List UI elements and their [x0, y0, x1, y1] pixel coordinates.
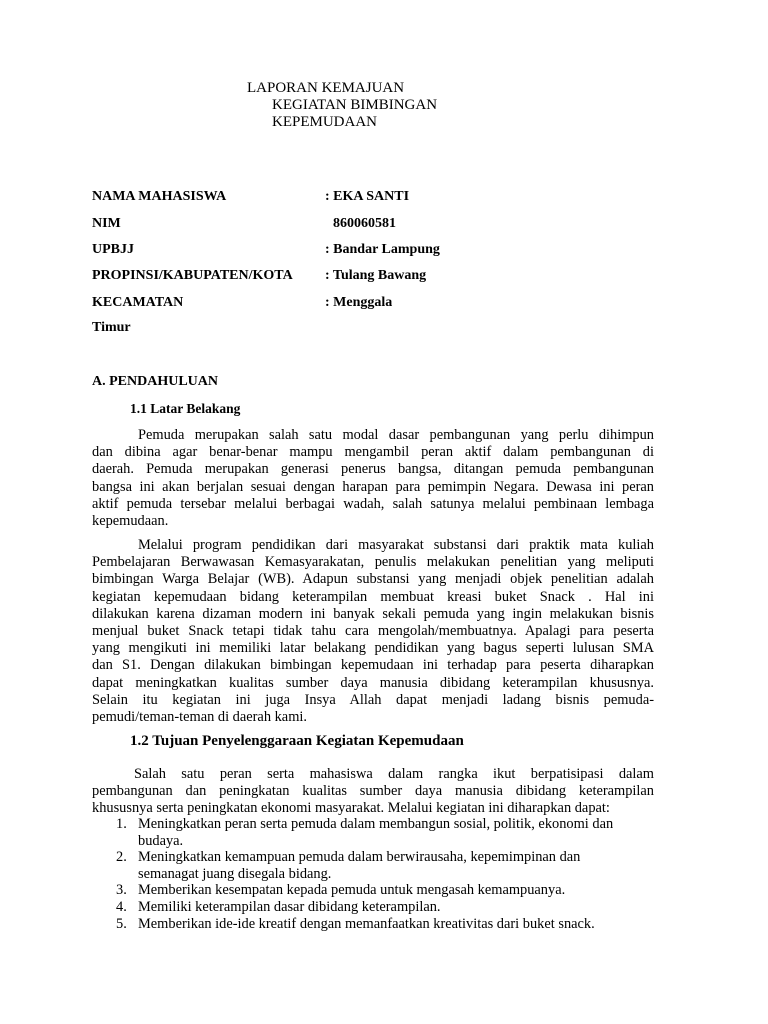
field-value-kecamatan: : Menggala [325, 295, 393, 310]
list-item-number: 1. [116, 816, 127, 832]
objectives-list [92, 816, 662, 932]
list-item-number: 4. [116, 898, 127, 915]
paragraph-line: pemudi/teman-teman di daerah kami. [92, 708, 307, 725]
field-value-upbjj: : Bandar Lampung [325, 242, 440, 257]
field-value-kecamatan-continued: Timur [92, 320, 131, 335]
paragraph-line: aktif pemuda tersebar melalui berbagai wadah, salah satunya melalui pembinaan lembaga [92, 495, 654, 512]
title-line-1: LAPORAN KEMAJUAN [247, 80, 405, 96]
paragraph-line: Melalui program pendidikan dari masyarakat substansi dari praktik mata kuliah [138, 537, 654, 553]
paragraph-line: yang mengikuti ini memiliki latar belakang pendidikan yang bagus seperti lulusan SMA [92, 640, 654, 657]
field-label-upbjj: UPBJJ [92, 242, 134, 257]
list-item-text: semanagat juang disegala bidang. [138, 865, 332, 882]
paragraph-line: daerah. Pemuda merupakan generasi penerus bangsa, ditangan pemuda pembangunan [92, 461, 654, 478]
paragraph-line: dilakukan karena dizaman modern ini banyak sekali pemuda yang ingin melakukan bisnis [92, 605, 654, 622]
list-item [92, 916, 662, 933]
paragraph-line: Pemuda merupakan salah satu modal dasar pembangunan yang perlu dihimpun [138, 427, 654, 443]
list-item-text: Memberikan kesempatan kepada pemuda untuk mengasah kemampuanya. [138, 882, 566, 899]
paragraph-line: menjual buket Snack tetapi tidak tahu cara mengolah/membuatnya. Apalagi para peserta [92, 622, 654, 639]
field-value-propinsi: : Tulang Bawang [325, 268, 427, 283]
list-item-text: Meningkatkan kemampuan pemuda dalam berwirausaha, kepemimpinan dan [138, 849, 581, 866]
paragraph-line: dan dibina agar benar-benar mampu mengambil peran aktif dalam pembangunan di [92, 444, 654, 461]
list-item-number: 3. [116, 882, 127, 899]
paragraph-line: dapat meningkatkan kualitas sumber daya manusia dibidang keterampilan khususnya. [92, 674, 654, 691]
list-item-number: 5. [116, 915, 127, 932]
paragraph-line: Salah satu peran serta mahasiswa dalam rangka ikut berpatisipasi dalam [134, 766, 654, 782]
field-label-nama: NAMA MAHASISWA [92, 189, 227, 204]
title-line-3: KEPEMUDAAN [272, 114, 377, 130]
list-item [92, 882, 662, 899]
paragraph-line: pembangunan dan peningkatan kualitas sumber daya manusia dibidang keterampilan [92, 783, 654, 800]
sub-heading-latar-belakang: 1.1 Latar Belakang [130, 401, 241, 416]
title-line-2: KEGIATAN BIMBINGAN [272, 97, 438, 113]
paragraph-line: bimbingan Warga Belajar (WB). Adapun substansi yang menjadi objek penelitian adalah [92, 571, 654, 588]
paragraph-latar-belakang-1 [92, 427, 654, 530]
list-item-text: Memberikan ide-ide kreatif dengan memanfaatkan kreativitas dari buket snack. [138, 915, 595, 932]
paragraph-line: Pembelajaran Berwawasan Kemasyarakatan, penulis melakukan penelitian yang meliputi [92, 554, 654, 571]
list-item [92, 899, 662, 916]
paragraph-latar-belakang-2 [92, 537, 654, 726]
list-item [92, 849, 662, 882]
paragraph-line: khususnya serta peningkatan ekonomi masyarakat. Melalui kegiatan ini diharapkan dapat: [92, 800, 610, 817]
section-heading-pendahuluan: A. PENDAHULUAN [92, 374, 218, 389]
list-item-text: Memiliki keterampilan dasar dibidang keterampilan. [138, 898, 441, 915]
field-value-nim: 860060581 [333, 216, 396, 231]
field-label-kecamatan: KECAMATAN [92, 295, 184, 310]
paragraph-line: bangsa ini akan berjalan sesuai dengan harapan para pemimpin Negara. Dewasa ini peran [92, 478, 654, 495]
paragraph-line: kepemudaan. [92, 512, 169, 529]
field-label-nim: NIM [92, 216, 121, 231]
field-label-propinsi: PROPINSI/KABUPATEN/KOTA [92, 268, 293, 283]
list-item-text: Meningkatkan peran serta pemuda dalam membangun sosial, politik, ekonomi dan [138, 816, 614, 832]
sub-heading-tujuan: 1.2 Tujuan Penyelenggaraan Kegiatan Kepemudaan [130, 733, 464, 749]
list-item [92, 816, 662, 849]
field-value-nama: : EKA SANTI [325, 189, 410, 204]
list-item-number: 2. [116, 849, 127, 866]
paragraph-line: Selain itu kegiatan ini juga Insya Allah dapat menjadi ladang bisnis pemuda- [92, 691, 654, 708]
paragraph-line: dan S1. Dengan dilakukan bimbingan kepemudaan ini terhadap para peserta diharapkan [92, 657, 654, 674]
list-item-text: budaya. [138, 832, 184, 849]
paragraph-tujuan [92, 766, 654, 818]
paragraph-line: kegiatan kepemudaan bidang keterampilan membuat kreasi buket Snack . Hal ini [92, 588, 654, 605]
